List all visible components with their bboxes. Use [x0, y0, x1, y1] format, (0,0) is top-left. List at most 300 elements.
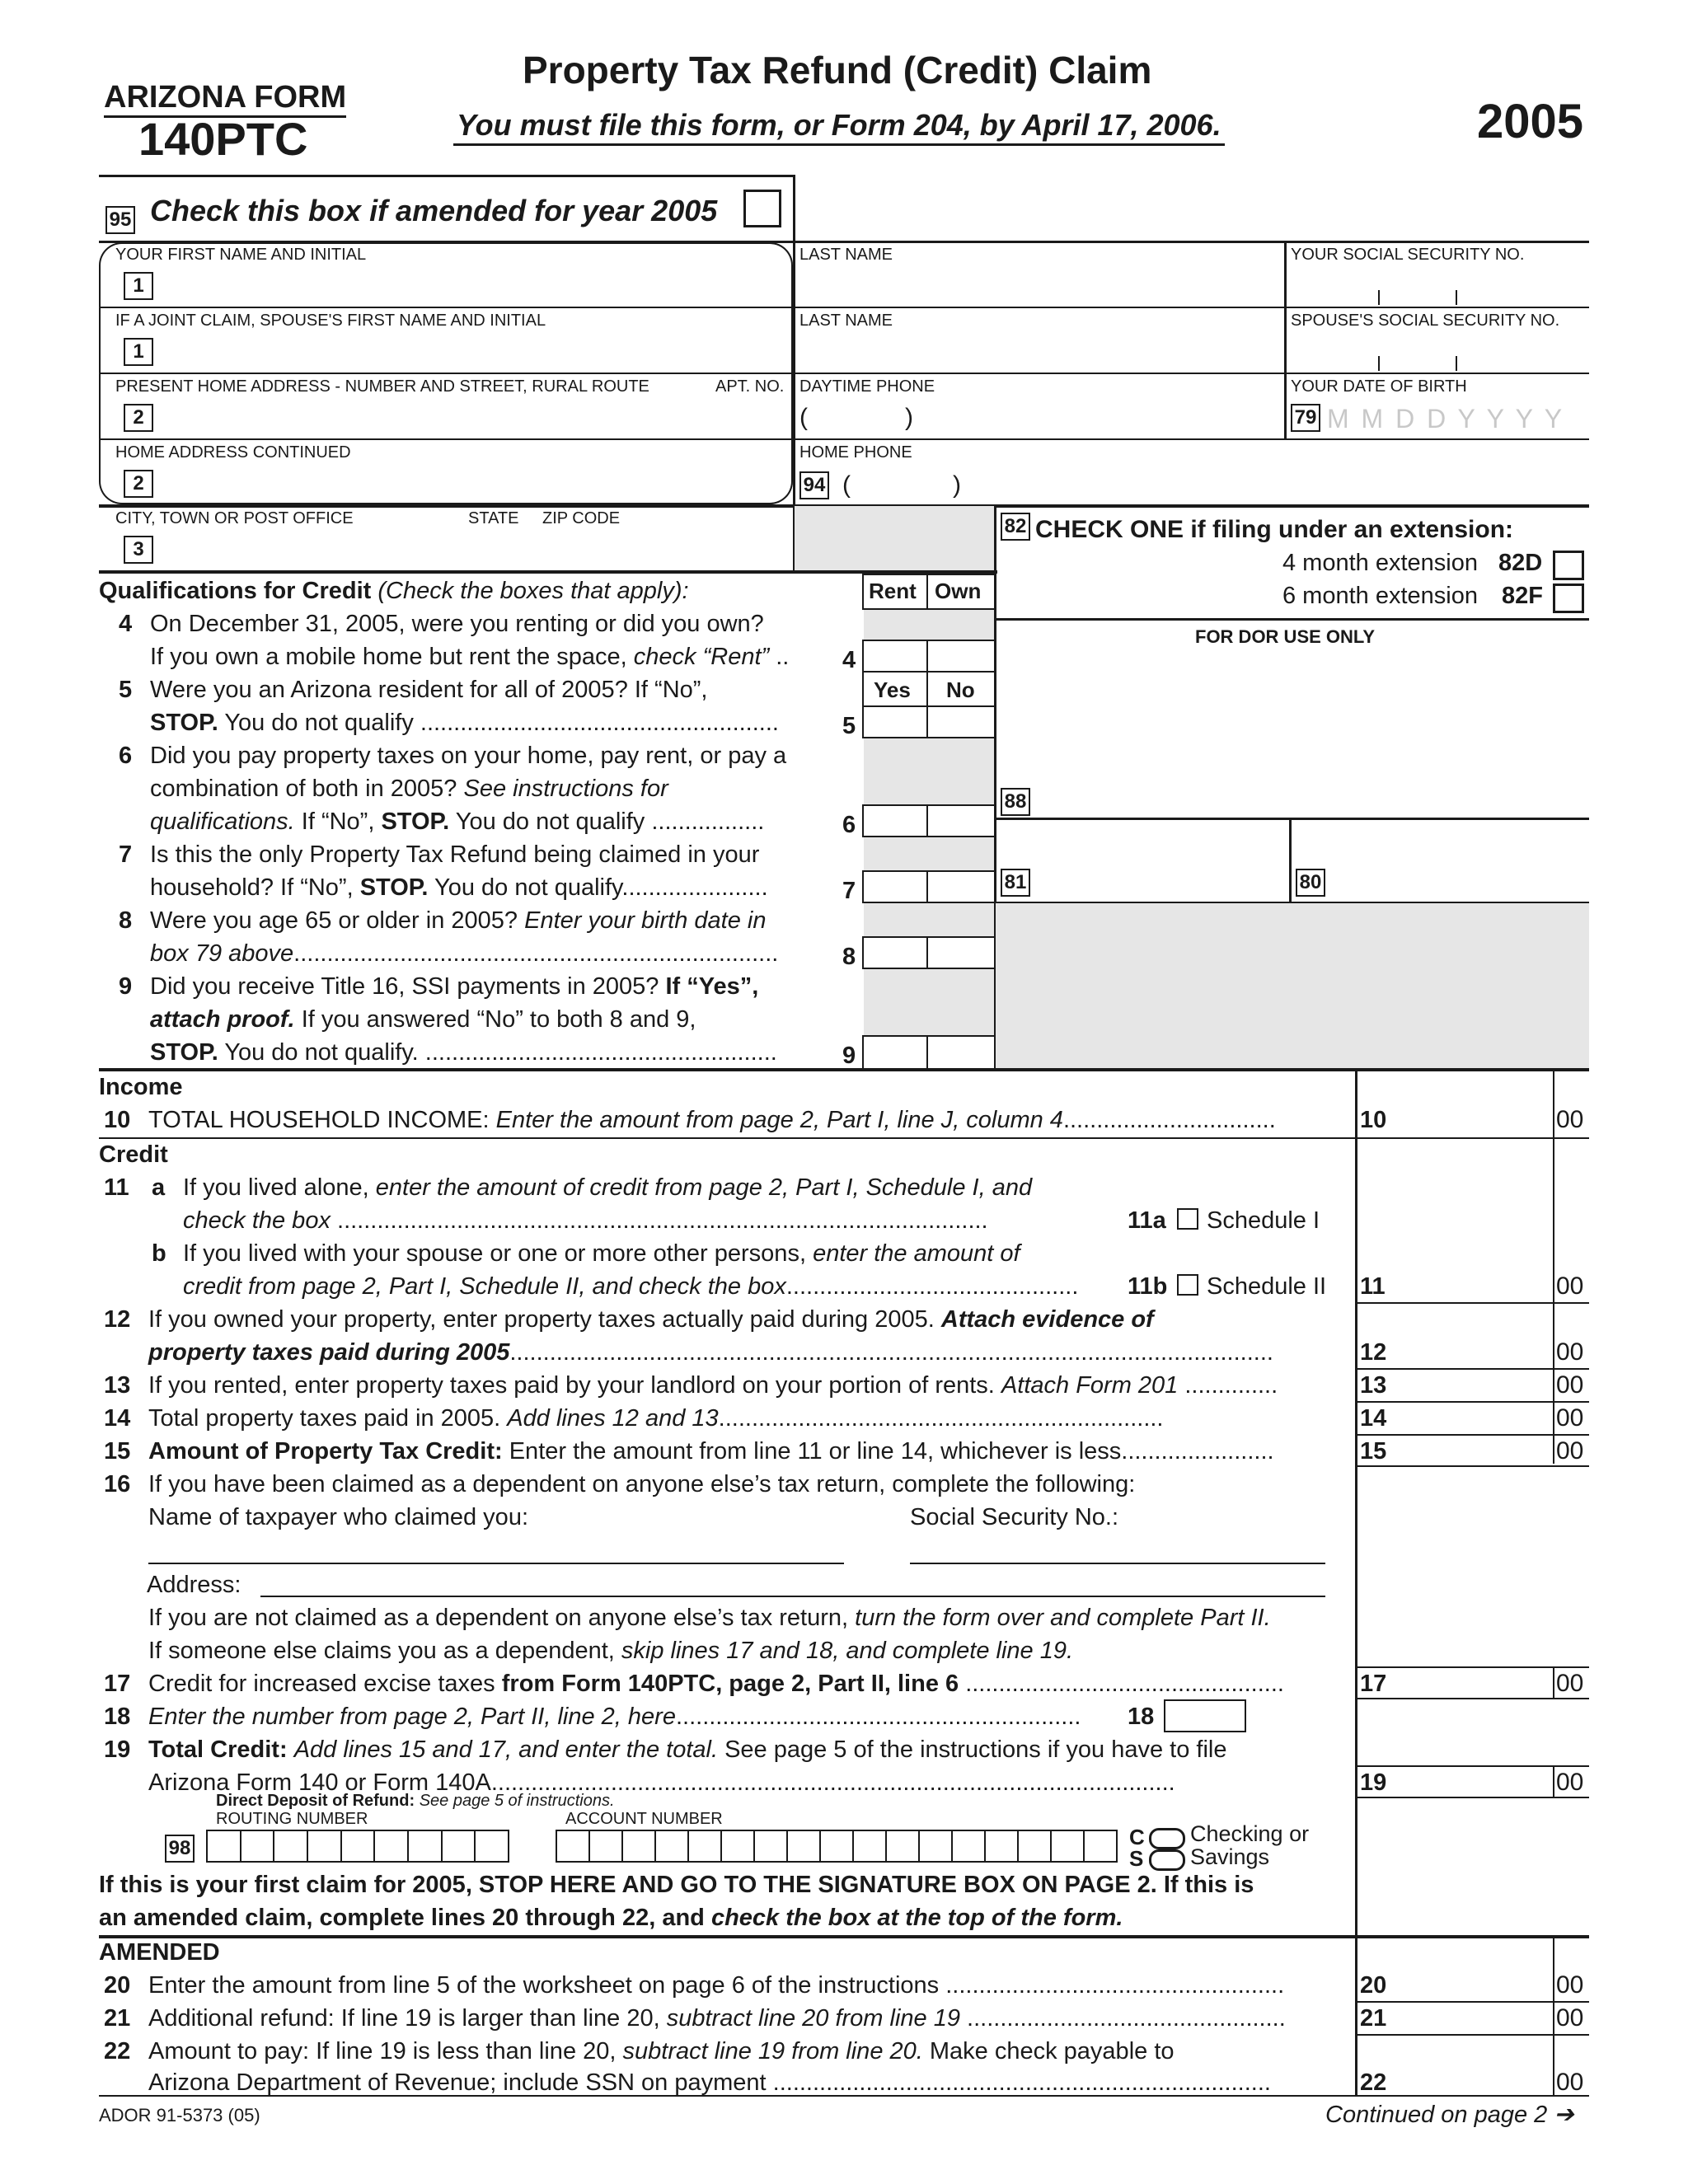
rule-amt-left: [1355, 1068, 1357, 2095]
qual-heading-note: (Check the boxes that apply):: [377, 578, 689, 604]
l11b-code: 11b: [1128, 1273, 1168, 1300]
q5-text-b2: You do not qualify: [224, 710, 414, 736]
l20-amount[interactable]: [1393, 1970, 1550, 1999]
l13-cents: 00: [1556, 1371, 1584, 1399]
box-2a: 2: [124, 404, 153, 432]
savings-radio[interactable]: [1149, 1849, 1185, 1871]
l22-box-num: 22: [1360, 2069, 1387, 2096]
l15-box-num: 15: [1360, 1438, 1387, 1465]
l15-amount[interactable]: [1393, 1436, 1550, 1465]
label-daytime-phone: DAYTIME PHONE: [799, 377, 935, 396]
account-digit: [819, 1830, 852, 1863]
l15-text: Amount of Property Tax Credit: Enter the amount from line 11 or line 14, whichever is less.......................: [148, 1438, 1274, 1465]
q9-stop: STOP.: [150, 1039, 218, 1066]
deposit-title-b: Direct Deposit of Refund:: [216, 1792, 415, 1810]
account-digit: [588, 1830, 621, 1863]
label-home-phone: HOME PHONE: [799, 443, 912, 462]
l19-text: [148, 1734, 1226, 1765]
account-digit: [1083, 1830, 1118, 1863]
routing-digit: [240, 1830, 274, 1863]
address-cont-input[interactable]: [165, 462, 775, 499]
q7-text-b2: You do not qualify: [434, 874, 622, 901]
q7-no-box[interactable]: [926, 870, 996, 903]
l13-text-a: If you rented, enter property taxes paid by your landlord on your portion of rents.: [148, 1372, 995, 1399]
routing-label: ROUTING NUMBER: [216, 1810, 368, 1828]
six-month-checkbox[interactable]: [1553, 583, 1584, 613]
routing-digit: [206, 1830, 240, 1863]
l11a-code: 11a: [1128, 1207, 1166, 1234]
income-heading: Income: [99, 1074, 183, 1100]
label-ssn: YOUR SOCIAL SECURITY NO.: [1291, 246, 1525, 264]
l19-amount[interactable]: [1393, 1767, 1550, 1797]
label-dob: YOUR DATE OF BIRTH: [1291, 377, 1467, 396]
l22-text-d: Arizona Department of Revenue; include SSN on payment: [148, 2069, 767, 2096]
rule-income-top: [99, 1068, 1589, 1071]
checking-letter: C: [1129, 1825, 1145, 1849]
q4-rent-box[interactable]: [862, 640, 928, 673]
l16-ssn-label: Social Security No.:: [910, 1504, 1119, 1530]
l12-text-c: property taxes paid during 2005: [148, 1339, 510, 1366]
l13-text-b: Attach Form 201: [1001, 1372, 1179, 1399]
q8-text-a1: Were you age 65 or older in 2005?: [150, 907, 518, 934]
box-3: 3: [124, 536, 153, 564]
q6-text-c: qualifications. If “No”, STOP. You do not qualify .................: [150, 808, 765, 835]
q5-answer-num: 5: [842, 713, 856, 739]
box-2b: 2: [124, 470, 153, 498]
q9-answer-num: 9: [842, 1043, 856, 1069]
l13-amount[interactable]: [1393, 1370, 1550, 1399]
q7-stop: STOP.: [359, 874, 429, 901]
l20-cents: 00: [1556, 1971, 1584, 1999]
rule-col-right: [1284, 241, 1287, 438]
spouse-ssn-tick-1: [1378, 356, 1380, 371]
savings-label: Savings: [1190, 1844, 1270, 1869]
q5-num: 5: [119, 677, 133, 703]
schedule-2-label: Schedule II: [1207, 1273, 1327, 1300]
q6-text-c3: You do not qualify: [455, 808, 645, 835]
dor-label: FOR DOR USE ONLY: [1195, 626, 1375, 647]
label-state: STATE: [468, 509, 519, 527]
l17-text-a: Credit for increased excise taxes: [148, 1671, 495, 1697]
l11a-text: [183, 1172, 1032, 1203]
account-digit: [918, 1830, 951, 1863]
l10-amount[interactable]: [1393, 1101, 1550, 1136]
rule-l10: [99, 1137, 1589, 1139]
l11a-text-1: If you lived alone,: [183, 1174, 369, 1201]
rule-l19-cents: [1553, 1765, 1554, 1797]
q6-answer-num: 6: [842, 812, 856, 838]
l20-num: 20: [104, 1972, 131, 1999]
ssn-tick-2: [1456, 290, 1457, 305]
routing-number-input[interactable]: [206, 1830, 509, 1863]
gray-city-right: [795, 506, 994, 572]
box-81: 81: [1001, 869, 1030, 897]
l21-box-num: 21: [1360, 2005, 1387, 2032]
amended-checkbox[interactable]: [743, 190, 781, 227]
q9-no-box[interactable]: [926, 1035, 996, 1070]
gray-q7: [864, 837, 994, 870]
box-79: 79: [1291, 404, 1320, 432]
rule-amend-right: [793, 175, 795, 242]
l15-cents: 00: [1556, 1437, 1584, 1465]
l22-text-c: Make check payable to: [929, 2038, 1175, 2064]
l17-amount[interactable]: [1393, 1668, 1550, 1698]
l17-text: Credit for increased excise taxes from Form 140PTC, page 2, Part II, line 6 ................................................: [148, 1671, 1284, 1697]
account-digit: [1050, 1830, 1083, 1863]
rule-l19: [1355, 1797, 1589, 1798]
l11b-text-3: credit from page 2, Part I, Schedule II, and check the box: [183, 1273, 786, 1300]
rule-l20-cents: [1553, 1937, 1554, 2097]
l21-amount[interactable]: [1393, 2003, 1550, 2032]
savings-letter: S: [1129, 1846, 1144, 1871]
q6-text-c1: qualifications.: [150, 808, 295, 835]
q8-text-a2: Enter your birth date in: [524, 907, 767, 934]
l11a-text-3: check the box: [183, 1207, 331, 1234]
q7-text-a: Is this the only Property Tax Refund being claimed in your: [150, 841, 760, 868]
l19-text-c: See page 5 of the instructions if you have to file: [724, 1736, 1227, 1763]
box-94: 94: [799, 471, 829, 499]
q9-text-c: STOP. You do not qualify. .....................................................: [150, 1039, 777, 1066]
l11a-letter: a: [152, 1174, 166, 1201]
schedule-1-checkbox[interactable]: [1177, 1208, 1198, 1230]
spouse-first-input[interactable]: [165, 330, 775, 368]
account-digit: [852, 1830, 885, 1863]
rule-l21: [1355, 2034, 1589, 2036]
q4-text-a: On December 31, 2005, were you renting or did you own?: [150, 611, 764, 637]
l20-text: Enter the amount from line 5 of the worksheet on page 6 of the instructions ...................................................: [148, 1972, 1285, 1999]
q9-text-a1: Did you receive Title 16, SSI payments in 2005?: [150, 973, 659, 1000]
l15-text-a: Amount of Property Tax Credit:: [148, 1438, 503, 1465]
q4-text-b2: check “Rent”: [633, 644, 770, 670]
form-label: ARIZONA FORM: [104, 79, 346, 118]
rule-row2: [99, 373, 1589, 374]
l21-num: 21: [104, 2005, 131, 2032]
l14-box-num: 14: [1360, 1405, 1387, 1432]
last-name-input[interactable]: [799, 265, 1278, 303]
extension-title: CHECK ONE if filing under an extension:: [1035, 516, 1514, 543]
rule-dor-split: [1289, 818, 1292, 903]
l19-num: 19: [104, 1736, 131, 1763]
notice-line-1: If this is your first claim for 2005, STOP HERE AND GO TO THE SIGNATURE BOX ON PAGE 2. If this is: [99, 1872, 1254, 1898]
label-apt: APT. NO.: [715, 377, 785, 396]
l16-name-line[interactable]: [148, 1563, 844, 1564]
gray-q6: [864, 738, 994, 804]
routing-digit: [407, 1830, 441, 1863]
amended-label: Check this box if amended for year 2005: [150, 194, 718, 227]
form-subtitle: You must file this form, or Form 204, by April 17, 2006.: [453, 107, 1225, 146]
ssn-tick-1: [1378, 290, 1380, 305]
l10-text: TOTAL HOUSEHOLD INCOME: Enter the amount from page 2, Part I, line J, column 4................................: [148, 1107, 1276, 1133]
l12-num: 12: [104, 1306, 131, 1333]
spouse-last-input[interactable]: [799, 331, 1278, 369]
q4-own-box[interactable]: [926, 640, 996, 673]
schedule-2-checkbox[interactable]: [1177, 1274, 1198, 1296]
rule-top: [99, 175, 795, 177]
q8-num: 8: [119, 907, 133, 934]
q8-text-b: box 79 above.........................................................................: [150, 940, 779, 967]
l21-text: Additional refund: If line 19 is larger than line 20, subtract line 20 from line 19 ................................................: [148, 2005, 1286, 2032]
l16-note2-a: If someone else claims you as a dependent,: [148, 1638, 615, 1664]
account-digit: [1017, 1830, 1050, 1863]
q9-text-b2: If you answered “No” to both 8 and 9,: [301, 1006, 696, 1033]
q9-text-b: [150, 1004, 696, 1035]
l14-num: 14: [104, 1405, 131, 1432]
label-address: PRESENT HOME ADDRESS - NUMBER AND STREET, RURAL ROUTE: [115, 377, 649, 396]
rule-l17: [1355, 1698, 1589, 1699]
footer-continued: Continued on page 2 ➔: [1325, 2102, 1574, 2128]
q4-text-b: If you own a mobile home but rent the space, check “Rent” ..: [150, 644, 790, 670]
city-input[interactable]: [165, 529, 775, 567]
q6-stop: STOP.: [381, 808, 450, 835]
deposit-title: [216, 1792, 615, 1810]
col-rent: Rent: [869, 579, 917, 603]
l15-text-b: Enter the amount from line 11 or line 14, whichever is less: [509, 1438, 1122, 1465]
l11b-text-1: If you lived with your spouse or one or more other persons,: [183, 1240, 806, 1267]
account-digit: [885, 1830, 918, 1863]
label-spouse-last: LAST NAME: [799, 312, 893, 330]
l18-text-a: Enter the number from page 2, Part II, line 2, here: [148, 1704, 676, 1730]
l12-box-num: 12: [1360, 1339, 1387, 1366]
notice-line-2: [99, 1902, 1123, 1933]
l17-text-b: from Form 140PTC, page 2, Part II, line 6: [501, 1671, 959, 1697]
box-1a: 1: [124, 272, 153, 300]
six-month-label: 6 month extension: [1282, 583, 1478, 609]
account-digit: [556, 1830, 588, 1863]
l11a-text-b: check the box ..................................................................................................: [183, 1207, 988, 1234]
rule-dor-mid: [994, 818, 1589, 820]
l13-box-num: 13: [1360, 1372, 1387, 1399]
rule-row3: [99, 438, 1589, 440]
q8-answer-num: 8: [842, 944, 856, 970]
l16-note1: [148, 1602, 1271, 1633]
l13-num: 13: [104, 1372, 131, 1399]
l17-box-num: 17: [1360, 1671, 1387, 1697]
routing-digit: [273, 1830, 307, 1863]
account-digit: [720, 1830, 753, 1863]
l10-text-b: Enter the amount from page 2, Part I, line J, column 4: [495, 1107, 1063, 1133]
l22-text: [148, 2036, 1175, 2067]
q8-no-box[interactable]: [926, 936, 996, 969]
l19-text-b: Add lines 15 and 17, and enter the total.: [293, 1736, 719, 1763]
deposit-title-i: See page 5 of instructions.: [419, 1792, 615, 1810]
l19-text-a: Total Credit:: [148, 1736, 288, 1763]
tax-year: 2005: [1477, 95, 1584, 148]
l18-code: 18: [1128, 1704, 1155, 1730]
notice-line-2a: an amended claim, complete lines 20 through 22, and: [99, 1905, 705, 1931]
label-zip: ZIP CODE: [542, 509, 621, 527]
account-digit: [984, 1830, 1017, 1863]
l14-text-a: Total property taxes paid in 2005.: [148, 1405, 501, 1432]
rule-l17-cents: [1553, 1666, 1554, 1698]
q6-num: 6: [119, 743, 133, 769]
l16-addr-label: Address:: [147, 1572, 241, 1598]
dob-input[interactable]: M M D D Y Y Y Y: [1327, 404, 1565, 434]
q5-no-box[interactable]: [926, 705, 996, 738]
q5-text-b: STOP. You do not qualify ......................................................: [150, 710, 779, 736]
q8-yes-box[interactable]: [862, 936, 928, 969]
l17-num: 17: [104, 1671, 131, 1697]
routing-digit: [474, 1830, 509, 1863]
q9-text-a2: If “Yes”,: [665, 973, 759, 1000]
account-digit: [951, 1830, 984, 1863]
l12-amount[interactable]: [1393, 1333, 1550, 1366]
l19-box-num: 19: [1360, 1769, 1387, 1796]
l16-note2: [148, 1635, 1073, 1666]
routing-digit: [373, 1830, 407, 1863]
l18-num: 18: [104, 1704, 131, 1730]
routing-digit: [441, 1830, 475, 1863]
l16-num: 16: [104, 1471, 131, 1497]
q6-yes-box[interactable]: [862, 804, 928, 837]
box-98: 98: [165, 1835, 195, 1863]
q9-text-c2: You do not qualify.: [224, 1039, 419, 1066]
q8-text-a: [150, 905, 767, 936]
notice-line-2b: check the box at the top of the form.: [710, 1905, 1123, 1931]
l19-text-d: Arizona Form 140 or Form 140A: [148, 1769, 491, 1796]
l11b-text-2: enter the amount of: [813, 1240, 1020, 1267]
l11a-text-2: enter the amount of credit from page 2, Part I, Schedule I, and: [375, 1174, 1033, 1201]
q7-text-b1: household? If “No”,: [150, 874, 354, 901]
label-address-cont: HOME ADDRESS CONTINUED: [115, 443, 351, 462]
routing-digit: [340, 1830, 374, 1863]
rule-bottom: [99, 2095, 1589, 2097]
l17-cents: 00: [1556, 1670, 1584, 1697]
l14-amount[interactable]: [1393, 1403, 1550, 1432]
l10-cents: 00: [1556, 1106, 1584, 1133]
l12-text-2: property taxes paid during 2005...................................................................................................................: [148, 1339, 1273, 1366]
l16-text: If you have been claimed as a dependent on anyone else’s tax return, complete the following:: [148, 1471, 1136, 1497]
q4-text-b1: If you own a mobile home but rent the space,: [150, 644, 627, 670]
box-95: 95: [106, 206, 135, 234]
l21-text-b: subtract line 20 from line 19: [666, 2005, 960, 2032]
l21-cents: 00: [1556, 2004, 1584, 2032]
form-title: Property Tax Refund (Credit) Claim: [523, 49, 1152, 91]
label-last-name: LAST NAME: [799, 246, 893, 264]
address-input[interactable]: [165, 396, 775, 434]
checking-radio[interactable]: [1149, 1828, 1185, 1849]
four-month-code: 82D: [1498, 550, 1543, 576]
l20-box-num: 20: [1360, 1972, 1387, 1999]
q7-answer-num: 7: [842, 878, 856, 904]
l13-text: If you rented, enter property taxes paid by your landlord on your portion of rents. Attach Form 201 ..............: [148, 1372, 1278, 1399]
l22-num: 22: [104, 2038, 131, 2064]
l20-text-a: Enter the amount from line 5 of the worksheet on page 6 of the instructions: [148, 1972, 940, 1999]
daytime-phone-input[interactable]: [816, 397, 1278, 435]
four-month-checkbox[interactable]: [1553, 551, 1584, 580]
q6-no-box[interactable]: [926, 804, 996, 837]
account-digit: [753, 1830, 786, 1863]
col-no: No: [946, 677, 975, 702]
account-number-input[interactable]: [556, 1830, 1118, 1863]
daytime-phone-open: (: [799, 404, 808, 431]
q6-text-c2: If “No”,: [301, 808, 375, 835]
q9-text-b1: attach proof.: [150, 1006, 295, 1033]
l16-addr-line[interactable]: [260, 1596, 1325, 1597]
label-first-name: YOUR FIRST NAME AND INITIAL: [115, 246, 367, 264]
l19-text-2: Arizona Form 140 or Form 140A.......................................................................................................: [148, 1769, 1175, 1796]
q6-text-a: Did you pay property taxes on your home, pay rent, or pay a: [150, 743, 787, 769]
q6-text-b1: combination of both in 2005?: [150, 776, 457, 802]
schedule-1-label: Schedule I: [1207, 1207, 1320, 1234]
l12-text-b: Attach evidence of: [940, 1306, 1154, 1333]
first-name-input[interactable]: [165, 264, 775, 302]
l22-text-2: Arizona Department of Revenue; include SSN on payment ...........................................................................: [148, 2069, 1271, 2096]
q4-num: 4: [119, 611, 133, 637]
form-number: 140PTC: [138, 113, 308, 165]
l10-num: 10: [104, 1107, 131, 1133]
l16-note1-a: If you are not claimed as a dependent on anyone else’s tax return,: [148, 1605, 849, 1631]
account-label: ACCOUNT NUMBER: [565, 1810, 723, 1828]
gray-dor-block: [996, 903, 1589, 1068]
four-month-label: 4 month extension: [1282, 550, 1478, 576]
home-phone-input[interactable]: [857, 465, 1278, 503]
box-1b: 1: [124, 338, 153, 366]
q4-answer-num: 4: [842, 647, 856, 673]
ssn-input[interactable]: [1291, 265, 1587, 303]
q6-text-b2: See instructions for: [463, 776, 668, 802]
home-phone-open: (: [842, 471, 851, 499]
checking-label: Checking or: [1190, 1821, 1310, 1846]
rule-amt-cents: [1553, 1068, 1554, 1464]
rule-l11: [1355, 1302, 1589, 1304]
l22-cents: 00: [1556, 2069, 1584, 2096]
l16-ssn-line[interactable]: [910, 1563, 1325, 1564]
footer-code: ADOR 91-5373 (05): [99, 2105, 260, 2125]
q5-stop: STOP.: [150, 710, 218, 736]
l22-amount[interactable]: [1393, 2067, 1550, 2097]
account-digit: [654, 1830, 687, 1863]
l11-cents: 00: [1556, 1272, 1584, 1300]
l21-text-a: Additional refund: If line 19 is larger than line 20,: [148, 2005, 660, 2032]
l12-text-a: If you owned your property, enter property taxes actually paid during 2005.: [148, 1306, 935, 1333]
box-88: 88: [1001, 788, 1030, 816]
col-own: Own: [935, 579, 982, 603]
l18-input[interactable]: [1164, 1699, 1246, 1732]
q5-yes-box[interactable]: [862, 705, 928, 738]
l11-amount[interactable]: [1393, 1268, 1550, 1302]
label-spouse-first: IF A JOINT CLAIM, SPOUSE'S FIRST NAME AND INITIAL: [115, 312, 546, 330]
rule-l15: [1355, 1465, 1589, 1467]
l22-text-a: Amount to pay: If line 19 is less than line 20,: [148, 2038, 617, 2064]
account-digit: [687, 1830, 720, 1863]
gray-q8: [864, 903, 994, 936]
box-80: 80: [1296, 869, 1325, 897]
l22-text-b: subtract line 19 from line 20.: [622, 2038, 923, 2064]
l11b-text: [183, 1238, 1020, 1269]
six-month-code: 82F: [1502, 583, 1543, 609]
routing-digit: [307, 1830, 340, 1863]
qual-heading: [99, 575, 689, 607]
box-82: 82: [1001, 513, 1030, 541]
q9-num: 9: [119, 973, 133, 1000]
rule-dor-top: [994, 618, 1589, 621]
l15-num: 15: [104, 1438, 131, 1465]
daytime-phone-close: ): [905, 404, 913, 431]
l11b-letter: b: [152, 1240, 166, 1267]
gray-q9: [864, 969, 994, 1035]
l19-cents: 00: [1556, 1769, 1584, 1796]
q9-yes-box[interactable]: [862, 1035, 928, 1070]
label-city: CITY, TOWN OR POST OFFICE: [115, 509, 354, 527]
q5-text-a: Were you an Arizona resident for all of 2005? If “No”,: [150, 677, 708, 703]
q7-num: 7: [119, 841, 133, 868]
credit-heading: Credit: [99, 1141, 168, 1168]
qual-heading-b: Qualifications for Credit: [99, 578, 372, 604]
l16-note1-b: turn the form over and complete Part II.: [855, 1605, 1271, 1631]
spouse-ssn-input[interactable]: [1291, 331, 1587, 369]
l18-text: Enter the number from page 2, Part II, line 2, here.............................................................: [148, 1704, 1081, 1730]
q7-yes-box[interactable]: [862, 870, 928, 903]
